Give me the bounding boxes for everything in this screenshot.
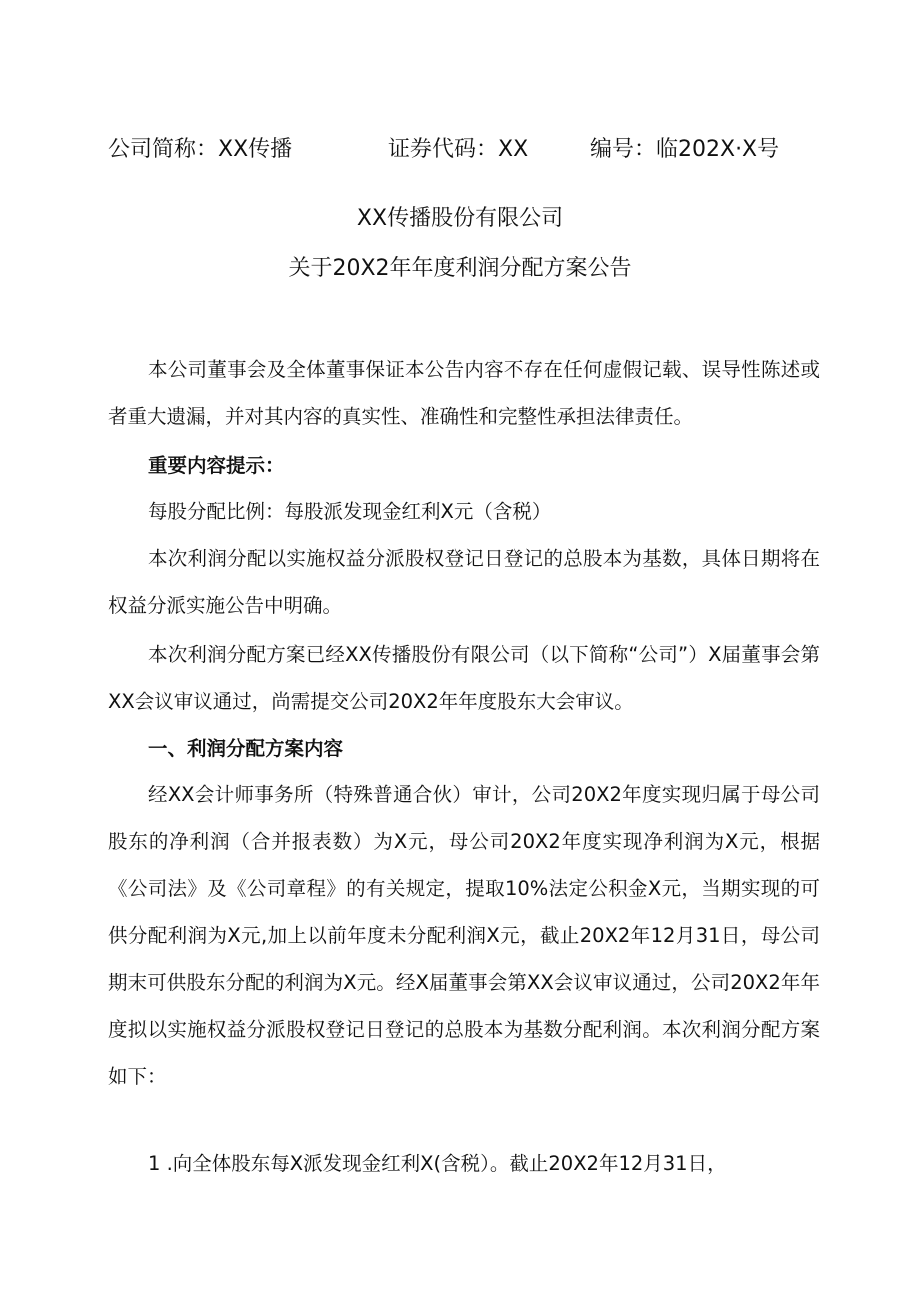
highlights-heading: 重要内容提示： (148, 454, 285, 477)
section-1-paragraph: 经XX会计师事务所（特殊普通合伙）审计，公司20X2年度实现归属于母公司股东的净利润（合并报表数）为X元，母公司20X2年度实现净利润为X元，根据《公司法》及《公司章程》的有关规定，提取10%法定公积金X元，当期实现的可供分配利润为X元,加上以前年度未分配利润X元，截止20X2年12月31日，母公司期末可供股东分配的利润为X元。经X届董事会第XX会议审议通过，公司20X2年年度拟以实施权益分派股权登记日登记的总股本为基数分配利润。本次利润分配方案如下： (108, 783, 820, 1088)
approval-paragraph: 本次利润分配方案已经XX传播股份有限公司（以下简称“公司”）X届董事会第XX会议审议通过，尚需提交公司20X2年年度股东大会审议。 (108, 643, 820, 713)
security-code: 证券代码：XX (388, 137, 529, 162)
distribution-base-paragraph: 本次利润分配以实施权益分派股权登记日登记的总股本为基数，具体日期将在权益分派实施公告中明确。 (108, 547, 820, 617)
announcement-header (108, 133, 828, 167)
per-share-ratio-paragraph: 每股分配比例：每股派发现金红利X元（含税） (148, 500, 552, 523)
document-title-company: XX传播股份有限公司 (356, 206, 564, 231)
board-statement-paragraph: 本公司董事会及全体董事保证本公告内容不存在任何虚假记载、误导性陈述或者重大遗漏，并对其内容的真实性、准确性和完整性承担法律责任。 (108, 358, 820, 428)
plan-item-1: 1 .向全体股东每X派发现金红利X(含税）。截止20X2年12月31日， (148, 1152, 727, 1175)
section-1-heading: 一、利润分配方案内容 (148, 737, 344, 760)
company-short-name: 公司简称：XX传播 (108, 137, 293, 162)
document-title-subject: 关于20X2年年度利润分配方案公告 (288, 256, 632, 281)
announcement-number: 编号：临202X·X号 (590, 137, 780, 162)
